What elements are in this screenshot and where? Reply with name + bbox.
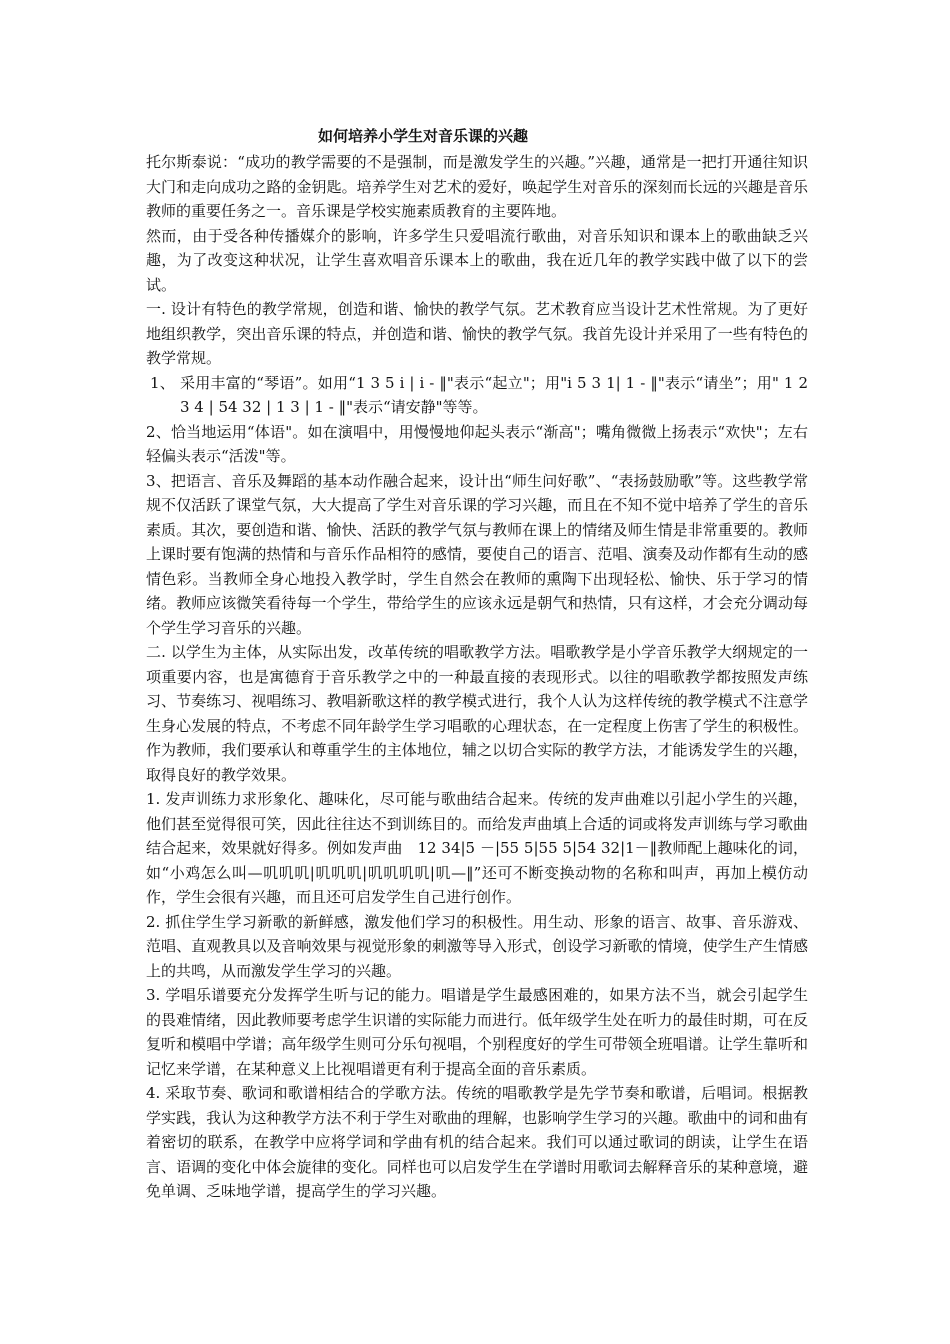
document-page <box>146 124 808 1204</box>
paragraph-item-new-songs: 2. 抓住学生学习新歌的新鲜感，激发他们学习的积极性。用生动、形象的语言、故事、音乐游戏、范唱、直观教具以及音响效果与视觉形象的刺激等导入形式，创设学习新歌的情境，使学生产生情感上的共鸣，从而激发学生学习的兴趣。 <box>146 912 808 980</box>
paragraph-item-dance-songs: 3、把语言、音乐及舞蹈的基本动作融合起来，设计出“师生问好歌”、“表扬鼓励歌”等。这些教学常规不仅活跃了课堂气氛，大大提高了学生对音乐课的学习兴趣，而且在不知不觉中培养了学生的音乐素质。其次，要创造和谐、愉快、活跃的教学气氛与教师在课上的情绪及师生情是非常重要的。教师上课时要有饱满的热情和与音乐作品相符的感情，要使自己的语言、范唱、演奏及动作都有生动的感情色彩。当教师全身心地投入教学时，学生自然会在教师的熏陶下出现轻松、愉快、乐于学习的情绪。教师应该微笑看待每一个学生，带给学生的应该永远是朝气和热情，只有这样，才会充分调动每个学生学习音乐的兴趣。 <box>146 471 808 637</box>
paragraph-intro: 托尔斯泰说：“成功的教学需要的不是强制，而是激发学生的兴趣。”兴趣，通常是一把打开通往知识大门和走向成功之路的金钥匙。培养学生对艺术的爱好，唤起学生对音乐的深刻而长远的兴趣是音乐教师的重要任务之一。音乐课是学校实施素质教育的主要阵地。 <box>146 153 808 220</box>
paragraph-item-sheet-music: 3. 学唱乐谱要充分发挥学生听与记的能力。唱谱是学生最感困难的，如果方法不当，就会引起学生的畏难情绪，因此教师要考虑学生识谱的实际能力而进行。低年级学生处在听力的最佳时期，可在反复听和模唱中学谱；高年级学生则可分乐句视唱，个别程度好的学生可带领全班唱谱。让学生靠听和记忆来学谱，在某种意义上比视唱谱更有利于提高全面的音乐素质。 <box>146 986 808 1078</box>
paragraph-item-piano-language: 1、 采用丰富的“琴语”。如用“1 3 5 i | i - ‖"表示“起立"；用"i 5 3 1| 1 - ‖"表示“请坐”；用" 1 2 3 4 | 54 32 | 1 3 | 1 - ‖"表示“请安静"等等。 <box>150 373 808 416</box>
paragraph-item-vocal-training: 1. 发声训练力求形象化、趣味化，尽可能与歌曲结合起来。传统的发声曲难以引起小学生的兴趣，他们甚至觉得很可笑，因此往往达不到训练目的。而给发声曲填上合适的词或将发声训练与学习歌曲结合起来，效果就好得多。例如发声曲 12 34|5 －|55 5|55 5|54 32|1－‖教师配上趣味化的词，如“小鸡怎么叫—叽叽叽|叽叽叽|叽叽叽叽|叽—‖”还可不断变换动物的名称和叫声，再加上模仿动作，学生会很有兴趣，而且还可启发学生自己进行创作。 <box>146 790 808 906</box>
paragraph-section-one: 一. 设计有特色的教学常规，创造和谐、愉快的教学气氛。艺术教育应当设计艺术性常规。为了更好地组织教学，突出音乐课的特点，并创造和谐、愉快的教学气氛。我首先设计并采用了一些有特色的教学常规。 <box>146 300 808 367</box>
paragraph-item-combined-method: 4. 采取节奏、歌词和歌谱相结合的学歌方法。传统的唱歌教学是先学节奏和歌谱，后唱词。根据教学实践，我认为这种教学方法不利于学生对歌曲的理解，也影响学生学习的兴趣。歌曲中的词和曲有着密切的联系，在教学中应将学词和学曲有机的结合起来。我们可以通过歌词的朗读，让学生在语言、语调的变化中体会旋律的变化。同样也可以启发学生在学谱时用歌词去解释音乐的某种意境，避免单调、乏味地学谱，提高学生的学习兴趣。 <box>146 1084 808 1200</box>
document-title: 如何培养小学生对音乐课的兴趣 <box>318 127 529 145</box>
paragraph-section-two: 二. 以学生为主体，从实际出发，改革传统的唱歌教学方法。唱歌教学是小学音乐教学大纲规定的一项重要内容，也是寓德育于音乐教学之中的一种最直接的表现形式。以往的唱歌教学都按照发声练习、节奏练习、视唱练习、教唱新歌这样的教学模式进行，我个人认为这样传统的教学模式不注意学生身心发展的特点，不考虑不同年龄学生学习唱歌的心理状态，在一定程度上伤害了学生的积极性。作为教师，我们要承认和尊重学生的主体地位，辅之以切合实际的教学方法，才能诱发学生的兴趣，取得良好的教学效果。 <box>146 643 808 784</box>
paragraph-background: 然而，由于受各种传播媒介的影响，许多学生只爱唱流行歌曲，对音乐知识和课本上的歌曲缺乏兴趣，为了改变这种状况，让学生喜欢唱音乐课本上的歌曲，我在近几年的教学实践中做了以下的尝试。 <box>146 226 808 294</box>
paragraph-item-body-language: 2、恰当地运用“体语"。如在演唱中，用慢慢地仰起头表示“渐高"；嘴角微微上扬表示“欢快"；左右轻偏头表示“活泼"等。 <box>146 422 808 465</box>
